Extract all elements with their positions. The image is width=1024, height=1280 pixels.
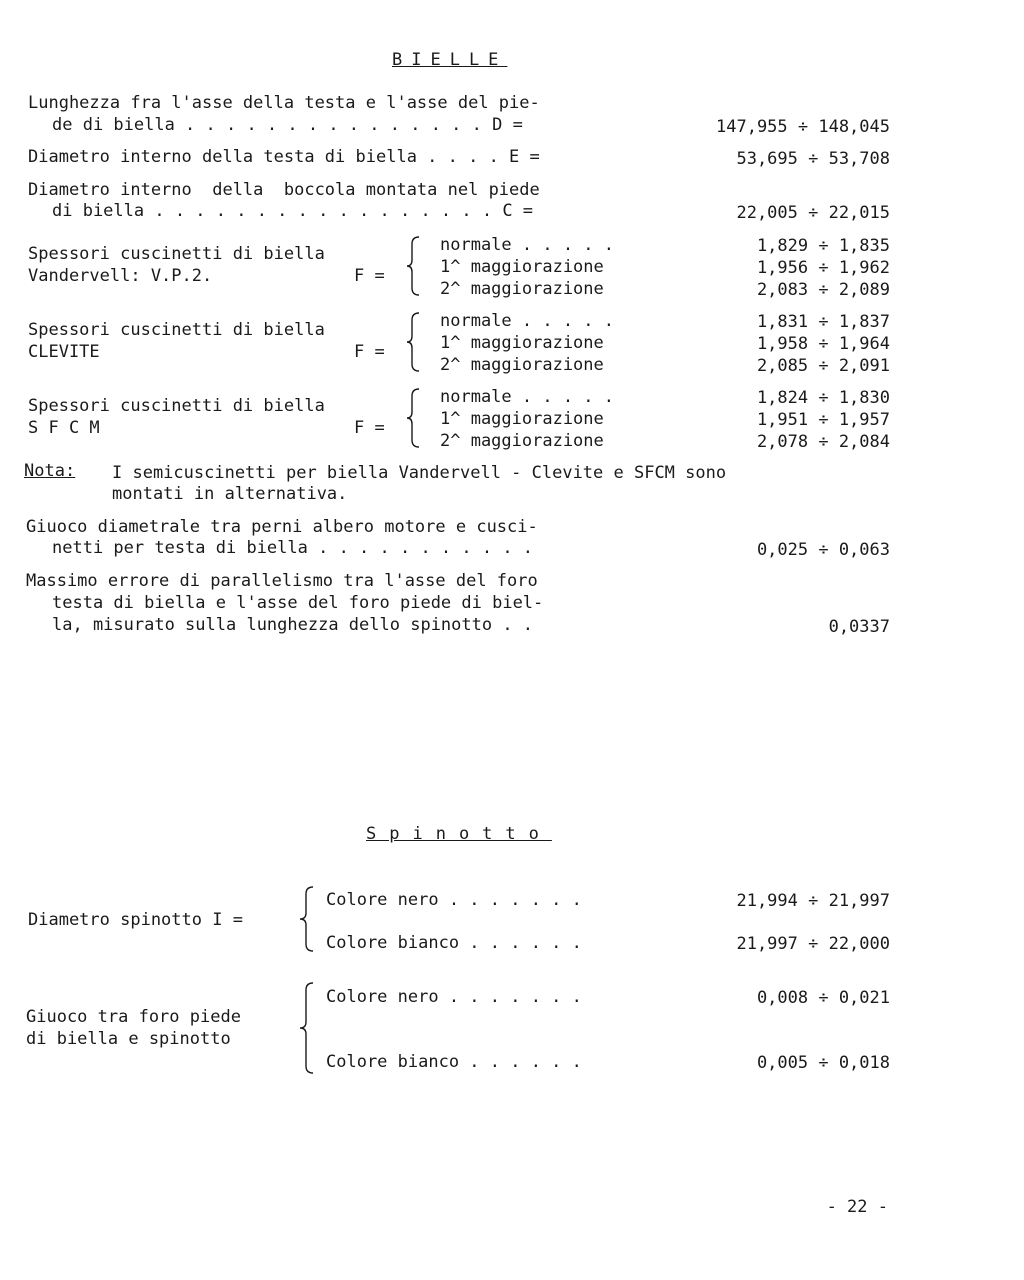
spessori-symbol: F = bbox=[354, 342, 385, 362]
spessori-label-line2: Vandervell: V.P.2. bbox=[28, 266, 213, 286]
lunghezza-label-line1: Lunghezza fra l'asse della testa e l'asse del pie- bbox=[28, 93, 540, 113]
spessori-row-label: 1^ maggiorazione bbox=[440, 257, 604, 277]
giuoco-spinotto-label-line2: di biella e spinotto bbox=[26, 1029, 231, 1049]
nota-label: Nota: bbox=[24, 461, 76, 481]
spessori-row-value: 1,829 ÷ 1,835 bbox=[756, 236, 890, 256]
spessori-symbol: F = bbox=[354, 266, 385, 286]
giuoco-spinotto-label-line1: Giuoco tra foro piede bbox=[26, 1007, 241, 1027]
spessori-row-value: 1,824 ÷ 1,830 bbox=[756, 388, 890, 408]
section-title-bielle: BIELLE bbox=[392, 50, 508, 70]
diam-boccola-value: 22,005 ÷ 22,015 bbox=[736, 203, 890, 223]
spessori-row-label: 1^ maggiorazione bbox=[440, 409, 604, 429]
brace-icon bbox=[406, 388, 422, 448]
spessori-row-label: normale . . . . . bbox=[440, 311, 614, 331]
section-title-spinotto: Spinotto bbox=[366, 824, 552, 844]
brace-icon bbox=[406, 312, 422, 372]
spessori-row-label: 2^ maggiorazione bbox=[440, 355, 604, 375]
giuoco-diametrale-label-line2: netti per testa di biella . . . . . . . . . . . bbox=[52, 538, 534, 558]
spessori-row-label: 2^ maggiorazione bbox=[440, 431, 604, 451]
spessori-row-label: 2^ maggiorazione bbox=[440, 279, 604, 299]
spessori-label-line1: Spessori cuscinetti di biella bbox=[28, 244, 325, 264]
diametro-spinotto-label: Diametro spinotto I = bbox=[28, 910, 243, 930]
lunghezza-value: 147,955 ÷ 148,045 bbox=[716, 117, 890, 137]
parallelismo-label-line3: la, misurato sulla lunghezza dello spinotto . . bbox=[52, 615, 534, 635]
parallelismo-label-line2: testa di biella e l'asse del foro piede di biel- bbox=[52, 593, 544, 613]
spinotto-row-label: Colore nero . . . . . . . bbox=[326, 890, 582, 910]
page-number: - 22 - bbox=[826, 1197, 888, 1217]
spessori-label-line2: S F C M bbox=[28, 418, 100, 438]
diam-boccola-label-line1: Diametro interno della boccola montata nel piede bbox=[28, 180, 540, 200]
diam-testa-label: Diametro interno della testa di biella . . . . E = bbox=[28, 147, 540, 167]
spessori-row-value: 1,951 ÷ 1,957 bbox=[756, 410, 890, 430]
spessori-row-label: 1^ maggiorazione bbox=[440, 333, 604, 353]
spinotto-row-value: 21,994 ÷ 21,997 bbox=[736, 891, 890, 911]
parallelismo-value: 0,0337 bbox=[828, 617, 890, 637]
spinotto-row-value: 0,005 ÷ 0,018 bbox=[756, 1053, 890, 1073]
spinotto-row-value: 0,008 ÷ 0,021 bbox=[756, 988, 890, 1008]
spessori-row-value: 2,078 ÷ 2,084 bbox=[756, 432, 890, 452]
diam-boccola-label-line2: di biella . . . . . . . . . . . . . . . . . C = bbox=[52, 201, 534, 221]
spessori-row-label: normale . . . . . bbox=[440, 387, 614, 407]
brace-icon bbox=[298, 886, 316, 952]
spinotto-row-label: Colore nero . . . . . . . bbox=[326, 987, 582, 1007]
nota-text-line1: I semicuscinetti per biella Vandervell - Clevite e SFCM sono bbox=[112, 463, 727, 483]
spessori-row-value: 1,958 ÷ 1,964 bbox=[756, 334, 890, 354]
spessori-label-line1: Spessori cuscinetti di biella bbox=[28, 396, 325, 416]
spessori-row-value: 1,956 ÷ 1,962 bbox=[756, 258, 890, 278]
spessori-row-value: 1,831 ÷ 1,837 bbox=[756, 312, 890, 332]
spessori-label-line2: CLEVITE bbox=[28, 342, 100, 362]
lunghezza-label-line2: de di biella . . . . . . . . . . . . . . . D = bbox=[52, 115, 523, 135]
spinotto-row-label: Colore bianco . . . . . . bbox=[326, 1052, 582, 1072]
giuoco-diametrale-label-line1: Giuoco diametrale tra perni albero motore e cusci- bbox=[26, 517, 538, 537]
diam-testa-value: 53,695 ÷ 53,708 bbox=[736, 149, 890, 169]
nota-text-line2: montati in alternativa. bbox=[112, 484, 348, 504]
brace-icon bbox=[298, 982, 316, 1074]
spinotto-row-label: Colore bianco . . . . . . bbox=[326, 933, 582, 953]
spessori-symbol: F = bbox=[354, 418, 385, 438]
spessori-row-value: 2,085 ÷ 2,091 bbox=[756, 356, 890, 376]
spinotto-row-value: 21,997 ÷ 22,000 bbox=[736, 934, 890, 954]
spessori-label-line1: Spessori cuscinetti di biella bbox=[28, 320, 325, 340]
spessori-row-label: normale . . . . . bbox=[440, 235, 614, 255]
brace-icon bbox=[406, 236, 422, 296]
parallelismo-label-line1: Massimo errore di parallelismo tra l'asse del foro bbox=[26, 571, 538, 591]
spessori-row-value: 2,083 ÷ 2,089 bbox=[756, 280, 890, 300]
giuoco-diametrale-value: 0,025 ÷ 0,063 bbox=[756, 540, 890, 560]
